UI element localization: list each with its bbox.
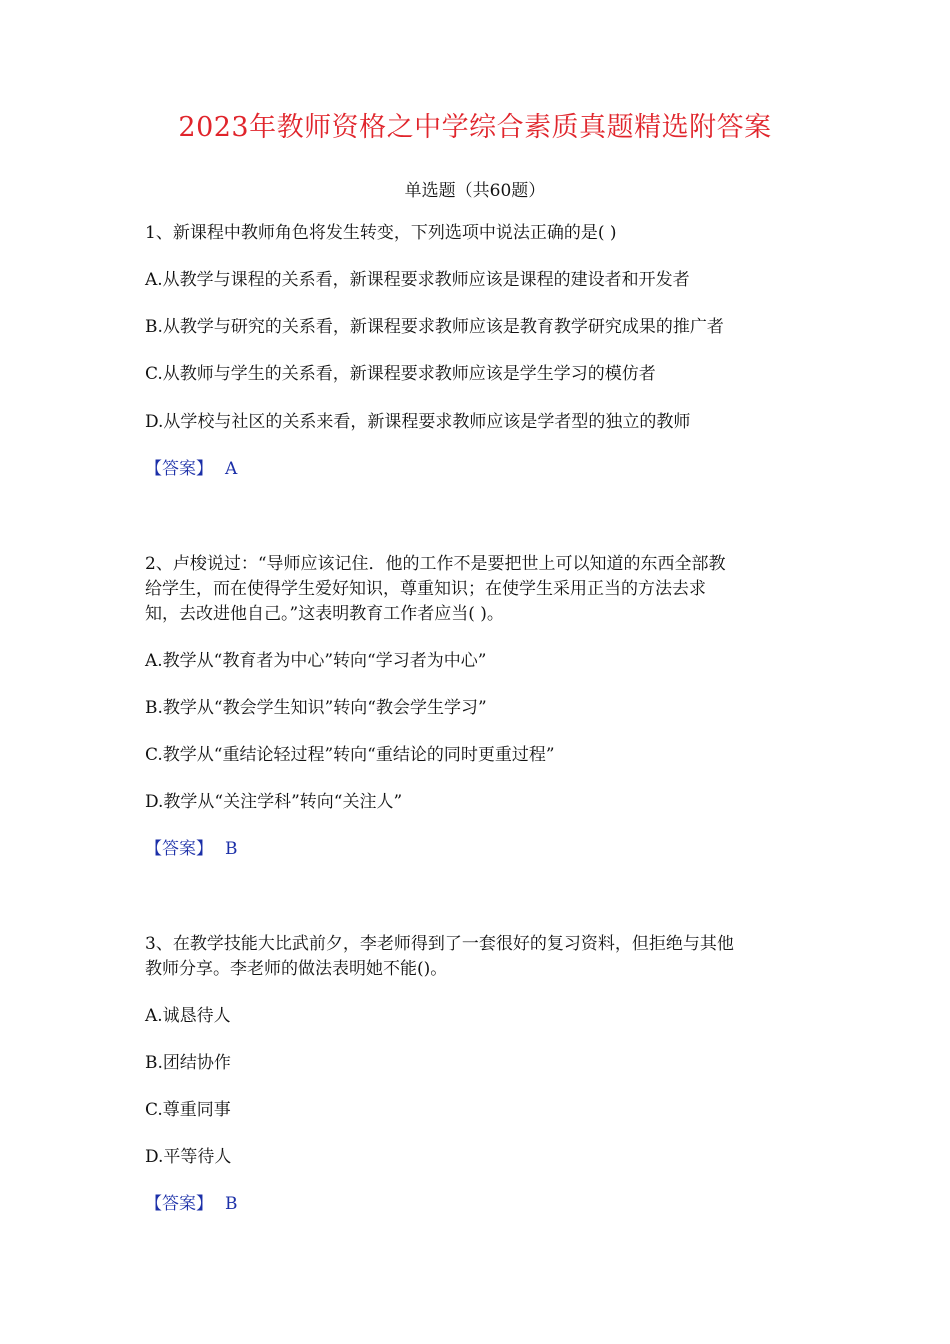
question-1-option-c: C.从教师与学生的关系看，新课程要求教师应该是学生学习的模仿者 <box>145 364 656 384</box>
question-2-option-b: B.教学从“教会学生知识”转向“教会学生学习” <box>145 698 487 718</box>
question-3-option-d: D.平等待人 <box>145 1147 232 1167</box>
question-3-answer <box>145 1192 825 1216</box>
answer-value: B <box>225 1194 238 1214</box>
question-2-stem-line-3: 知，去改进他自己。”这表明教育工作者应当( )。 <box>145 604 504 624</box>
question-3-stem-line-1: 3、在教学技能大比武前夕，李老师得到了一套很好的复习资料，但拒绝与其他 <box>145 934 734 954</box>
question-1-option-b: B.从教学与研究的关系看，新课程要求教师应该是教育教学研究成果的推广者 <box>145 317 724 337</box>
answer-tag: 【答案】 <box>145 1194 213 1214</box>
question-1-answer <box>145 457 825 481</box>
question-1-option-d: D.从学校与社区的关系来看，新课程要求教师应该是学者型的独立的教师 <box>145 412 691 432</box>
question-3-option-c: C.尊重同事 <box>145 1100 231 1120</box>
answer-value: B <box>225 839 238 859</box>
question-2-option-c: C.教学从“重结论轻过程”转向“重结论的同时更重过程” <box>145 745 555 765</box>
question-2-answer <box>145 837 825 861</box>
question-2-stem-line-2: 给学生，而在使得学生爱好知识，尊重知识；在使学生采用正当的方法去求 <box>145 579 706 599</box>
question-2-option-d: D.教学从“关注学科”转向“关注人” <box>145 792 403 812</box>
question-3-option-a: A.诚恳待人 <box>145 1006 231 1026</box>
document-title: 2023年教师资格之中学综合素质真题精选附答案 <box>178 112 772 143</box>
answer-value: A <box>225 459 238 479</box>
question-3-option-b: B.团结协作 <box>145 1053 231 1073</box>
answer-tag: 【答案】 <box>145 839 213 859</box>
question-3-stem-line-2: 教师分享。李老师的做法表明她不能()。 <box>145 959 448 979</box>
question-2-option-a: A.教学从“教育者为中心”转向“学习者为中心” <box>145 651 487 671</box>
answer-tag: 【答案】 <box>145 459 213 479</box>
question-1-option-a: A.从教学与课程的关系看，新课程要求教师应该是课程的建设者和开发者 <box>145 270 690 290</box>
question-1-stem: 1、新课程中教师角色将发生转变，下列选项中说法正确的是( ) <box>145 223 617 243</box>
section-heading: 单选题（共60题） <box>404 181 546 201</box>
question-2-stem-line-1: 2、卢梭说过：“导师应该记住．他的工作不是要把世上可以知道的东西全部教 <box>145 554 726 574</box>
